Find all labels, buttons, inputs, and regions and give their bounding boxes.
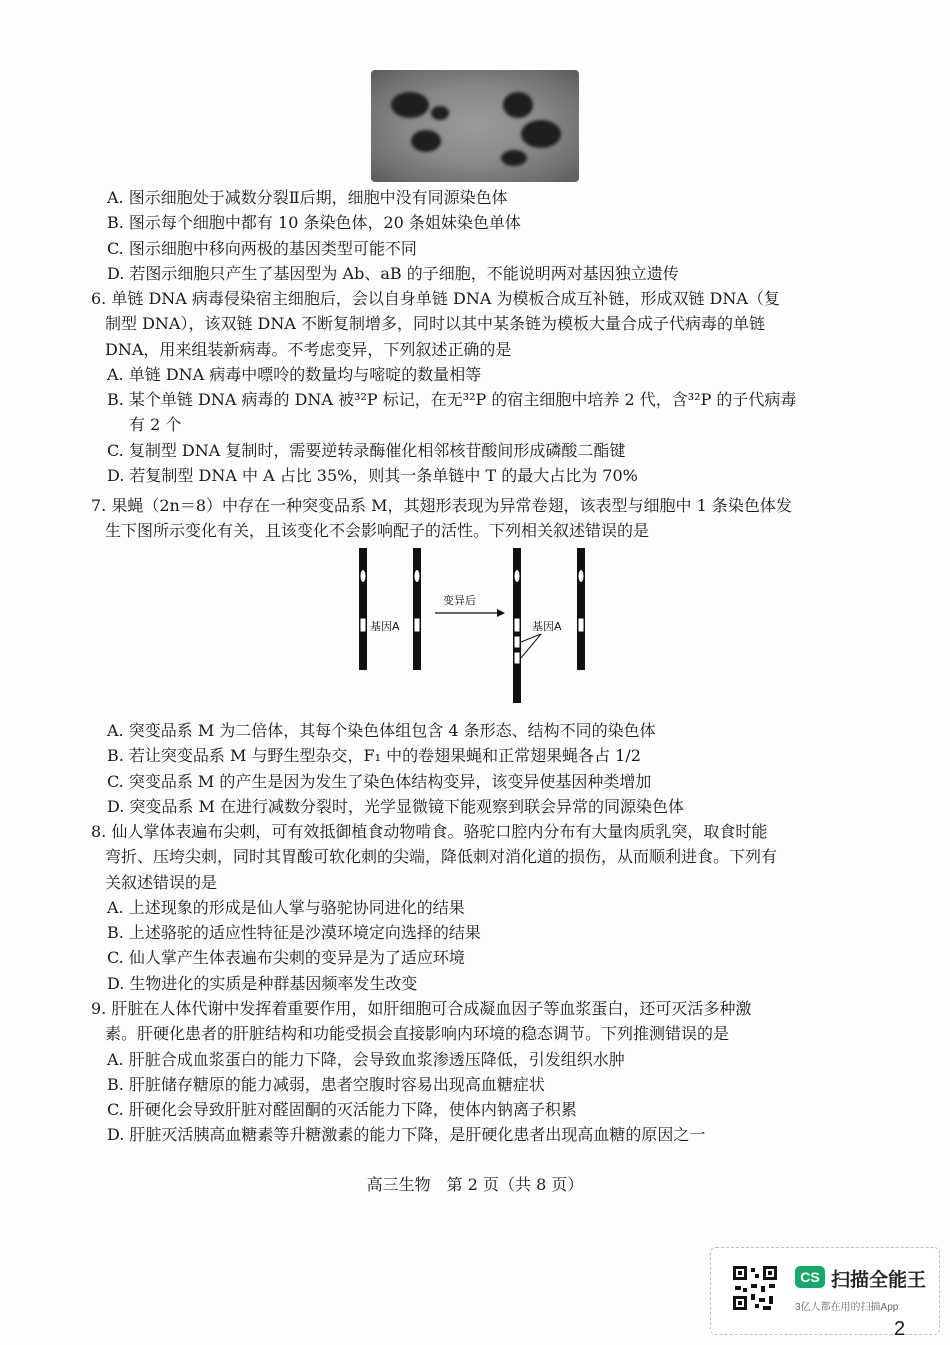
question6 — [91, 286, 845, 488]
q8-stem-line-3: 关叙述错误的是 — [105, 872, 218, 892]
q8-option-d: D. 生物进化的实质是种群基因频率发生改变 — [107, 973, 418, 993]
scan-page-number: 2 — [894, 1318, 906, 1340]
q9-option-d: D. 肝脏灭活胰高血糖素等升糖激素的能力下降，是肝硬化患者出现高血糖的原因之一 — [107, 1125, 706, 1145]
q5-option-b: B. 图示每个细胞中都有 10 条染色体，20 条姐妹染色单体 — [107, 213, 521, 233]
q7-stem-line-1: 7. 果蝇（2n＝8）中存在一种突变品系 M，其翅形表现为异常卷翅，该表型与细胞中 1 条染色体发 — [91, 496, 792, 515]
q6-option-b: B. 某个单链 DNA 病毒的 DNA 被³²P 标记，在无³²P 的宿主细胞中培养 2 代，含³²P 的子代病毒 — [107, 390, 797, 410]
q5-option-c: C. 图示细胞中移向两极的基因类型可能不同 — [107, 238, 417, 258]
page-footer: 高三生物 第 2 页（共 8 页） — [366, 1175, 584, 1194]
question7-options — [105, 718, 845, 819]
q7-option-d: D. 突变品系 M 在进行减数分裂时，光学显微镜下能观察到联会异常的同源染色体 — [107, 796, 684, 816]
q8-option-a: A. 上述现象的形成是仙人掌与骆驼协同进化的结果 — [107, 897, 465, 917]
arrow-head-icon — [497, 609, 505, 617]
cell-micrograph-image — [371, 70, 579, 182]
q8-option-c: C. 仙人掌产生体表遍布尖刺的变异是为了适应环境 — [107, 948, 465, 968]
scanner-app-name: 扫描全能王 — [831, 1270, 927, 1291]
question8 — [91, 819, 845, 996]
qr-code-icon — [731, 1264, 779, 1312]
q6-stem-line-2: 制型 DNA），该双链 DNA 不断复制增多，同时以其中某条链为模板大量合成子代病毒的单链 — [105, 314, 766, 334]
q9-option-b: B. 肝脏储存糖原的能力减弱，患者空腹时容易出现高血糖症状 — [107, 1074, 545, 1094]
q5-option-a: A. 图示细胞处于减数分裂Ⅱ后期，细胞中没有同源染色体 — [107, 188, 508, 207]
q6-option-c: C. 复制型 DNA 复制时，需要逆转录酶催化相邻核苷酸间形成磷酸二酯键 — [107, 440, 626, 460]
q6-stem-line-3: DNA，用来组装新病毒。不考虑变异，下列叙述正确的是 — [105, 339, 512, 359]
chromosome-left-1 — [359, 548, 367, 670]
q6-option-d: D. 若复制型 DNA 中 A 占比 35%，则其一条单链中 T 的最大占比为 70% — [107, 466, 638, 486]
q9-stem-line-2: 素。肝硬化患者的肝脏结构和功能受损会直接影响内环境的稳态调节。下列推测错误的是 — [105, 1024, 730, 1044]
question7-stem — [91, 493, 845, 544]
q7-stem-line-2: 生下图所示变化有关，且该变化不会影响配子的活性。下列相关叙述错误的是 — [105, 521, 650, 541]
gene-label-left: 基因A — [370, 620, 400, 633]
chromosome-left-2 — [413, 548, 421, 670]
question5-options — [105, 185, 845, 286]
arrow-label: 变异后 — [443, 594, 476, 607]
chromosome-variation-diagram — [355, 548, 595, 703]
q8-option-b: B. 上述骆驼的适应性特征是沙漠环境定向选择的结果 — [107, 923, 481, 943]
gene-label-right: 基因A — [532, 620, 562, 633]
q8-stem-line-2: 弯折、压垮尖刺，同时其胃酸可软化刺的尖端，降低刺对消化道的损伤，从而顺利进食。下列有 — [105, 847, 778, 867]
q6-option-b-cont: 有 2 个 — [129, 415, 182, 435]
chromosome-right-mutant — [513, 548, 521, 703]
scanner-tagline: 3亿人都在用的扫描App — [795, 1302, 899, 1313]
q9-option-c: C. 肝硬化会导致肝脏对醛固酮的灭活能力下降，使体内钠离子积累 — [107, 1100, 577, 1120]
question9 — [91, 996, 845, 1148]
q8-stem-line-1: 8. 仙人掌体表遍布尖刺，可有效抵御植食动物啃食。骆驼口腔内分布有大量肉质乳突，取食时能 — [91, 822, 768, 841]
q7-option-b: B. 若让突变品系 M 与野生型杂交，F₁ 中的卷翅果蝇和正常翅果蝇各占 1/2 — [107, 746, 641, 766]
q7-option-c: C. 突变品系 M 的产生是因为发生了染色体结构变异，该变异使基因种类增加 — [107, 771, 652, 791]
q9-stem-line-1: 9. 肝脏在人体代谢中发挥着重要作用，如肝细胞可合成凝血因子等血浆蛋白，还可灭活多种激 — [91, 999, 752, 1018]
q6-option-a: A. 单链 DNA 病毒中嘌呤的数量均与嘧啶的数量相等 — [107, 364, 482, 384]
scanner-app-badge[interactable] — [710, 1247, 940, 1335]
q5-option-d: D. 若图示细胞只产生了基因型为 Ab、aB 的子细胞，不能说明两对基因独立遗传 — [107, 263, 679, 283]
q9-option-a: A. 肝脏合成血浆蛋白的能力下降，会导致血浆渗透压降低，引发组织水肿 — [107, 1049, 625, 1069]
camscanner-logo-icon: CS — [795, 1266, 825, 1288]
q7-option-a: A. 突变品系 M 为二倍体，其每个染色体组包含 4 条形态、结构不同的染色体 — [107, 721, 656, 740]
chromosome-right-normal — [577, 548, 585, 670]
q6-stem-line-1: 6. 单链 DNA 病毒侵染宿主细胞后，会以自身单链 DNA 为模板合成互补链，形成双链 DNA（复 — [91, 289, 780, 308]
